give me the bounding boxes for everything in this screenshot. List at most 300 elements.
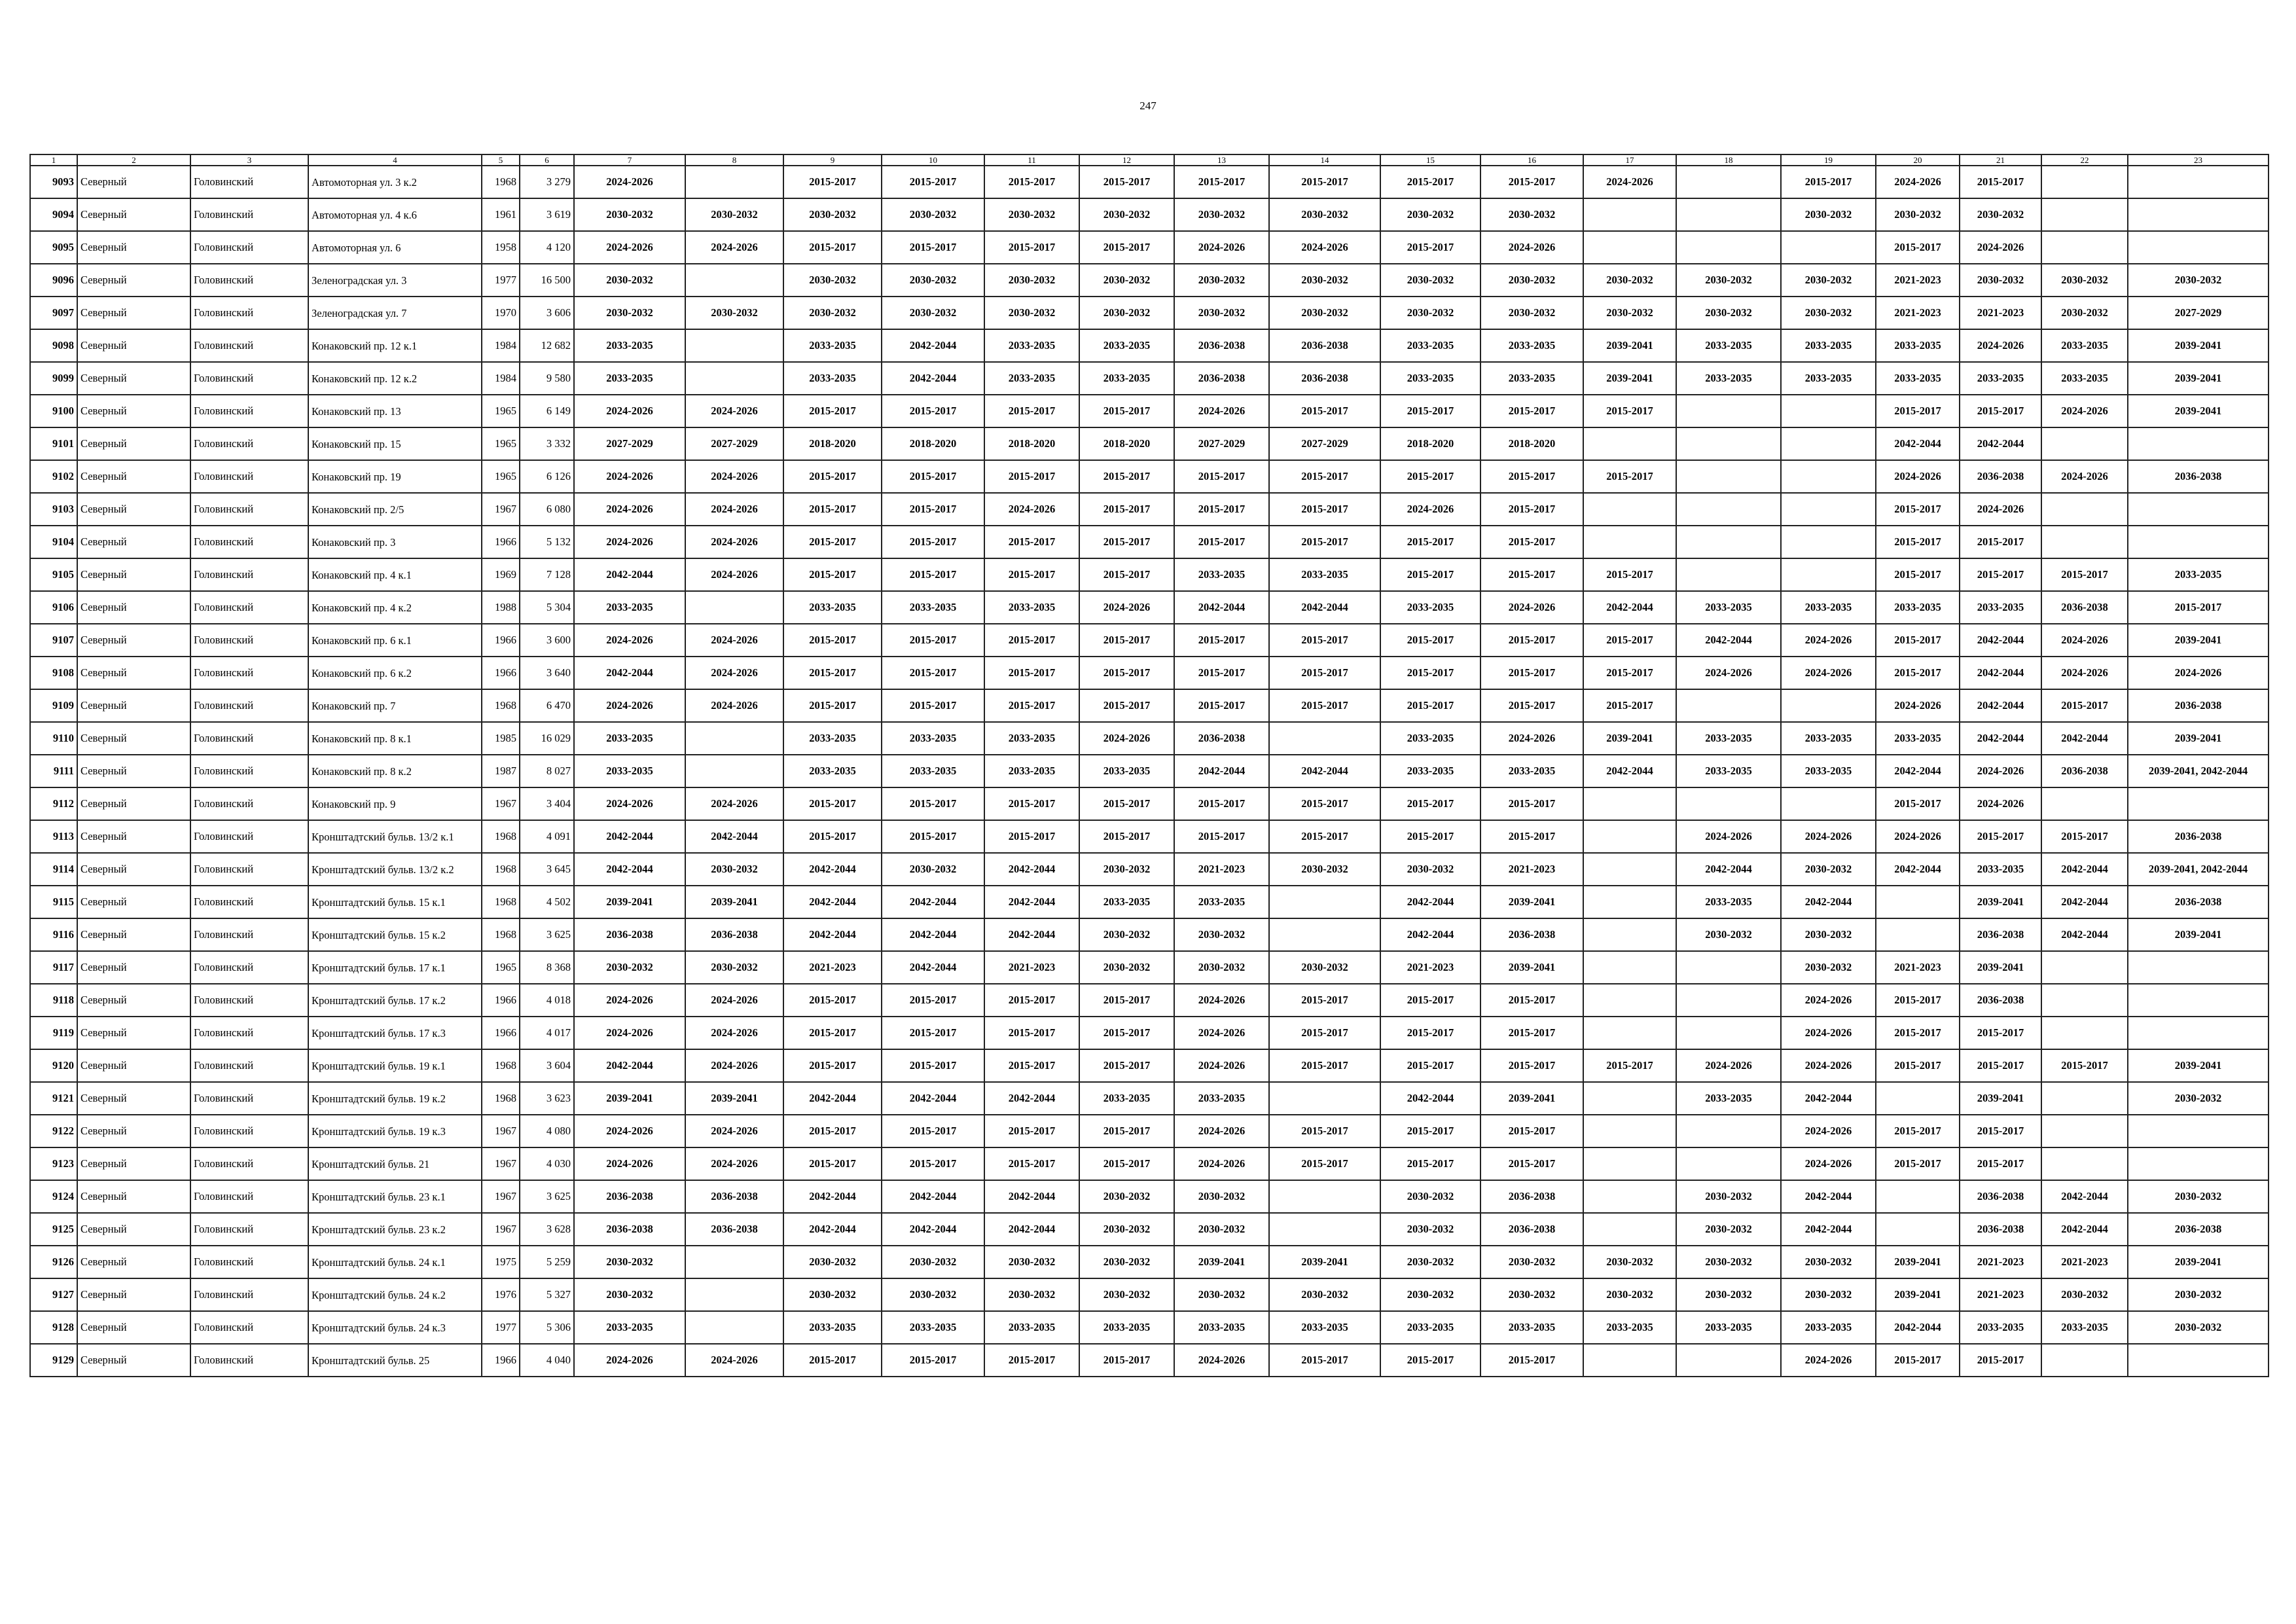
table-cell: 2030-2032	[1269, 264, 1380, 297]
table-cell: 2015-2017	[984, 526, 1079, 558]
table-cell	[1583, 1344, 1676, 1377]
table-cell: 2024-2026	[685, 493, 783, 526]
table-cell: Головинский	[190, 427, 308, 460]
table-cell	[1781, 526, 1876, 558]
table-cell: 2039-2041	[2128, 329, 2269, 362]
table-cell	[685, 755, 783, 787]
table-cell: Головинский	[190, 624, 308, 657]
table-cell	[2128, 1344, 2269, 1377]
table-cell: 2030-2032	[1480, 264, 1583, 297]
table-cell: Автомоторная ул. 6	[308, 231, 482, 264]
table-cell: 3 625	[520, 1180, 574, 1213]
table-cell: 2036-2038	[2041, 755, 2128, 787]
table-cell: 2015-2017	[1480, 624, 1583, 657]
table-cell: 2030-2032	[1269, 853, 1380, 886]
table-cell: 2015-2017	[1480, 1115, 1583, 1147]
table-cell: 2015-2017	[1079, 689, 1174, 722]
table-cell: 2030-2032	[1781, 1278, 1876, 1311]
table-cell: 2024-2026	[1781, 657, 1876, 689]
table-cell: 2030-2032	[2128, 1082, 2269, 1115]
table-cell: 2030-2032	[1480, 1278, 1583, 1311]
table-cell: 2015-2017	[783, 657, 882, 689]
table-cell	[1781, 427, 1876, 460]
table-cell: 2024-2026	[1583, 166, 1676, 198]
table-cell: Северный	[77, 362, 190, 395]
table-cell: 2039-2041	[1269, 1246, 1380, 1278]
table-cell: 2033-2035	[1480, 755, 1583, 787]
table-cell: 2015-2017	[1079, 493, 1174, 526]
table-cell: Головинский	[190, 984, 308, 1017]
table-cell: Головинский	[190, 1246, 308, 1278]
table-cell: 2036-2038	[2128, 820, 2269, 853]
table-cell: 2033-2035	[882, 755, 984, 787]
table-cell: 2024-2026	[1269, 231, 1380, 264]
table-cell: Головинский	[190, 886, 308, 918]
table-cell: 2024-2026	[574, 493, 685, 526]
table-cell: 2024-2026	[2128, 657, 2269, 689]
table-cell: 2021-2023	[2041, 1246, 2128, 1278]
table-cell: 2033-2035	[574, 362, 685, 395]
table-cell: 2030-2032	[882, 853, 984, 886]
table-cell: 2015-2017	[1480, 1344, 1583, 1377]
table-cell: 2015-2017	[1079, 1147, 1174, 1180]
table-cell: Кронштадтский бульв. 13/2 к.1	[308, 820, 482, 853]
table-cell: 2030-2032	[1079, 918, 1174, 951]
table-cell: 2015-2017	[882, 526, 984, 558]
table-cell: 2024-2026	[685, 984, 783, 1017]
table-cell: 2015-2017	[1174, 166, 1269, 198]
table-cell: 2030-2032	[1781, 918, 1876, 951]
table-cell: 2042-2044	[1583, 591, 1676, 624]
table-cell: 2024-2026	[1960, 231, 2041, 264]
table-cell: 2030-2032	[685, 297, 783, 329]
column-number: 19	[1781, 154, 1876, 166]
table-cell: 2030-2032	[1781, 951, 1876, 984]
table-cell: 2030-2032	[1480, 198, 1583, 231]
table-cell: 2030-2032	[1380, 1213, 1480, 1246]
table-cell: 2015-2017	[783, 166, 882, 198]
table-cell: 2024-2026	[1876, 460, 1960, 493]
table-cell: 5 304	[520, 591, 574, 624]
table-cell	[1781, 787, 1876, 820]
table-cell: Головинский	[190, 362, 308, 395]
table-cell: 2021-2023	[1380, 951, 1480, 984]
table-cell	[1676, 558, 1781, 591]
table-cell: 2024-2026	[2041, 395, 2128, 427]
table-cell: 2033-2035	[1676, 1311, 1781, 1344]
table-cell: 1965	[482, 951, 520, 984]
table-cell	[2128, 1115, 2269, 1147]
table-cell: 2042-2044	[984, 853, 1079, 886]
table-cell: 2015-2017	[1079, 395, 1174, 427]
table-row	[30, 1180, 2269, 1213]
table-cell: Северный	[77, 231, 190, 264]
table-cell: 2024-2026	[1960, 329, 2041, 362]
table-cell: 2033-2035	[1676, 886, 1781, 918]
table-cell	[1781, 493, 1876, 526]
table-cell: 2033-2035	[1380, 722, 1480, 755]
table-cell: 9105	[30, 558, 77, 591]
table-cell: 2033-2035	[1781, 755, 1876, 787]
table-cell: 2024-2026	[685, 558, 783, 591]
table-cell: 12 682	[520, 329, 574, 362]
table-cell: 5 306	[520, 1311, 574, 1344]
table-cell: 2039-2041	[574, 1082, 685, 1115]
table-cell: 2015-2017	[1079, 820, 1174, 853]
table-cell: 2021-2023	[984, 951, 1079, 984]
table-cell: 2033-2035	[1781, 722, 1876, 755]
table-cell: 2015-2017	[1079, 1049, 1174, 1082]
table-cell: 2033-2035	[882, 722, 984, 755]
table-cell	[1269, 886, 1380, 918]
table-cell: 2015-2017	[1380, 166, 1480, 198]
table-cell	[1583, 787, 1676, 820]
table-cell: Конаковский пр. 2/5	[308, 493, 482, 526]
table-cell: 4 080	[520, 1115, 574, 1147]
table-cell: 2030-2032	[882, 198, 984, 231]
table-cell: 1976	[482, 1278, 520, 1311]
table-cell: Конаковский пр. 4 к.2	[308, 591, 482, 624]
table-cell: 2030-2032	[1960, 264, 2041, 297]
table-cell: 2015-2017	[1960, 1017, 2041, 1049]
column-number-row	[30, 154, 2269, 166]
table-cell: 2033-2035	[783, 362, 882, 395]
column-number: 14	[1269, 154, 1380, 166]
table-row	[30, 918, 2269, 951]
table-cell: Кронштадтский бульв. 15 к.1	[308, 886, 482, 918]
table-cell: 6 149	[520, 395, 574, 427]
table-cell	[2128, 1147, 2269, 1180]
table-cell: 2015-2017	[1960, 558, 2041, 591]
table-cell: 1961	[482, 198, 520, 231]
table-cell: 2024-2026	[2041, 460, 2128, 493]
table-cell: 2030-2032	[1079, 853, 1174, 886]
table-cell: 6 470	[520, 689, 574, 722]
table-cell: 2015-2017	[1380, 1049, 1480, 1082]
table-cell: 9118	[30, 984, 77, 1017]
table-row	[30, 329, 2269, 362]
table-cell: 9100	[30, 395, 77, 427]
table-cell: 2030-2032	[1676, 1213, 1781, 1246]
table-cell: 2030-2032	[882, 1246, 984, 1278]
table-cell: 2015-2017	[1380, 1115, 1480, 1147]
table-cell: Северный	[77, 820, 190, 853]
table-cell: Конаковский пр. 7	[308, 689, 482, 722]
table-cell: 2015-2017	[1079, 1344, 1174, 1377]
table-cell: 2015-2017	[1269, 395, 1380, 427]
table-cell: 9122	[30, 1115, 77, 1147]
table-cell: 2042-2044	[1960, 427, 2041, 460]
table-cell: 1967	[482, 493, 520, 526]
table-cell	[1583, 198, 1676, 231]
table-cell	[2128, 526, 2269, 558]
table-cell: 2024-2026	[574, 395, 685, 427]
table-cell: Конаковский пр. 15	[308, 427, 482, 460]
table-cell: 2027-2029	[1269, 427, 1380, 460]
table-cell: 9093	[30, 166, 77, 198]
table-cell: 2015-2017	[783, 1147, 882, 1180]
table-cell: 2015-2017	[1380, 689, 1480, 722]
table-cell: 2015-2017	[1079, 624, 1174, 657]
table-row	[30, 362, 2269, 395]
table-cell: Автомоторная ул. 3 к.2	[308, 166, 482, 198]
table-cell: Головинский	[190, 493, 308, 526]
table-cell: 2024-2026	[574, 1147, 685, 1180]
table-cell: 2033-2035	[1876, 362, 1960, 395]
table-cell: 2042-2044	[1380, 1082, 1480, 1115]
table-cell: Конаковский пр. 12 к.2	[308, 362, 482, 395]
table-cell: 2030-2032	[1174, 1278, 1269, 1311]
table-cell: 1965	[482, 395, 520, 427]
table-cell: Северный	[77, 1180, 190, 1213]
table-cell	[1876, 918, 1960, 951]
repair-schedule-table	[29, 154, 2269, 1377]
table-cell: 2015-2017	[882, 689, 984, 722]
table-cell: 2015-2017	[882, 1147, 984, 1180]
table-cell: 2030-2032	[1269, 951, 1380, 984]
table-cell: 9109	[30, 689, 77, 722]
table-cell: 2015-2017	[1960, 1344, 2041, 1377]
table-cell: 2042-2044	[1960, 722, 2041, 755]
table-cell: 2015-2017	[783, 1115, 882, 1147]
table-cell: 4 091	[520, 820, 574, 853]
table-cell	[1269, 1082, 1380, 1115]
table-cell: 2024-2026	[574, 1344, 685, 1377]
table-cell: 2015-2017	[1079, 657, 1174, 689]
table-cell: 2036-2038	[2128, 1213, 2269, 1246]
table-cell: 2042-2044	[1174, 591, 1269, 624]
table-cell	[1676, 526, 1781, 558]
table-cell: 2033-2035	[1781, 591, 1876, 624]
table-cell: 2015-2017	[783, 395, 882, 427]
table-cell: 2039-2041	[2128, 1246, 2269, 1278]
table-cell: 7 128	[520, 558, 574, 591]
table-cell: 9124	[30, 1180, 77, 1213]
column-number: 7	[574, 154, 685, 166]
table-cell: 2015-2017	[1079, 1017, 1174, 1049]
table-cell: 2033-2035	[1480, 362, 1583, 395]
table-cell: 2024-2026	[1876, 820, 1960, 853]
table-cell	[1676, 1115, 1781, 1147]
table-cell	[1269, 918, 1380, 951]
table-cell: 2015-2017	[882, 231, 984, 264]
table-row	[30, 1278, 2269, 1311]
table-cell: 4 040	[520, 1344, 574, 1377]
table-cell: 2033-2035	[1781, 362, 1876, 395]
table-cell: 2039-2041	[2128, 395, 2269, 427]
table-cell: 2015-2017	[1960, 526, 2041, 558]
table-cell	[2128, 198, 2269, 231]
table-cell: 2039-2041	[1960, 886, 2041, 918]
table-cell: 2036-2038	[2041, 591, 2128, 624]
table-cell: 2030-2032	[1380, 297, 1480, 329]
table-cell: 2033-2035	[882, 591, 984, 624]
table-cell: 2042-2044	[882, 951, 984, 984]
table-cell: 2039-2041	[1583, 362, 1676, 395]
table-cell: 2033-2035	[984, 1311, 1079, 1344]
table-cell	[1583, 427, 1676, 460]
table-cell: 2033-2035	[882, 1311, 984, 1344]
table-cell: 3 279	[520, 166, 574, 198]
table-cell: 2015-2017	[1480, 526, 1583, 558]
table-cell: 2015-2017	[1079, 166, 1174, 198]
table-cell: Головинский	[190, 1017, 308, 1049]
table-cell: 1968	[482, 689, 520, 722]
table-cell: 2036-2038	[574, 1213, 685, 1246]
table-cell: 2030-2032	[1676, 297, 1781, 329]
table-cell: Северный	[77, 1115, 190, 1147]
table-cell: 2030-2032	[1480, 297, 1583, 329]
table-cell: 2030-2032	[1269, 1278, 1380, 1311]
table-cell: Кронштадтский бульв. 24 к.2	[308, 1278, 482, 1311]
table-cell: 2015-2017	[882, 820, 984, 853]
table-cell: 2042-2044	[574, 1049, 685, 1082]
table-cell: 2039-2041	[2128, 362, 2269, 395]
table-cell: 2015-2017	[1876, 526, 1960, 558]
table-cell: Головинский	[190, 460, 308, 493]
table-cell: Головинский	[190, 1278, 308, 1311]
table-cell: 2015-2017	[1174, 460, 1269, 493]
table-cell: Головинский	[190, 264, 308, 297]
table-row	[30, 951, 2269, 984]
table-cell: 2030-2032	[1174, 264, 1269, 297]
table-cell	[1583, 1147, 1676, 1180]
table-cell: 2015-2017	[1876, 1049, 1960, 1082]
table-cell: Северный	[77, 395, 190, 427]
table-cell: 2024-2026	[685, 1049, 783, 1082]
table-cell: 2015-2017	[783, 984, 882, 1017]
table-cell: Конаковский пр. 4 к.1	[308, 558, 482, 591]
table-cell: Головинский	[190, 787, 308, 820]
table-cell: 9110	[30, 722, 77, 755]
table-cell: 2015-2017	[1079, 787, 1174, 820]
column-number: 5	[482, 154, 520, 166]
table-cell: 2030-2032	[2128, 1180, 2269, 1213]
table-cell: Северный	[77, 1049, 190, 1082]
table-cell: Северный	[77, 657, 190, 689]
table-row	[30, 624, 2269, 657]
table-cell: Северный	[77, 1147, 190, 1180]
table-cell: Головинский	[190, 1082, 308, 1115]
table-cell: 2024-2026	[685, 624, 783, 657]
table-cell: 2030-2032	[574, 264, 685, 297]
table-cell: 2015-2017	[783, 493, 882, 526]
table-cell: 2024-2026	[685, 460, 783, 493]
table-cell: 2018-2020	[882, 427, 984, 460]
table-cell: 2024-2026	[574, 1115, 685, 1147]
table-cell: 2030-2032	[1079, 1180, 1174, 1213]
table-cell: 2021-2023	[1876, 951, 1960, 984]
table-cell: 2033-2035	[1960, 362, 2041, 395]
table-cell: 2015-2017	[2041, 558, 2128, 591]
table-cell: 2015-2017	[783, 624, 882, 657]
table-cell: Головинский	[190, 689, 308, 722]
table-cell: 2036-2038	[1174, 329, 1269, 362]
table-cell: 2024-2026	[574, 231, 685, 264]
table-cell: 2021-2023	[1960, 1246, 2041, 1278]
table-cell: 2042-2044	[574, 558, 685, 591]
table-cell: 2015-2017	[882, 984, 984, 1017]
table-cell: 2030-2032	[1781, 1246, 1876, 1278]
table-cell: 2015-2017	[1960, 1147, 2041, 1180]
table-cell: 2024-2026	[574, 166, 685, 198]
table-cell: 2033-2035	[783, 591, 882, 624]
table-row	[30, 984, 2269, 1017]
table-cell: 1968	[482, 1049, 520, 1082]
table-cell: 9119	[30, 1017, 77, 1049]
table-cell	[1676, 1344, 1781, 1377]
table-cell: 2024-2026	[1781, 624, 1876, 657]
table-cell: 2033-2035	[1380, 755, 1480, 787]
table-cell: 2042-2044	[984, 1082, 1079, 1115]
table-cell: 2042-2044	[574, 657, 685, 689]
table-cell: Головинский	[190, 951, 308, 984]
table-cell: 2024-2026	[574, 984, 685, 1017]
table-cell: Северный	[77, 722, 190, 755]
table-cell: 2024-2026	[685, 689, 783, 722]
table-row	[30, 722, 2269, 755]
table-cell: 2033-2035	[1269, 1311, 1380, 1344]
table-cell: 2015-2017	[1269, 166, 1380, 198]
table-cell: 2030-2032	[1174, 951, 1269, 984]
table-cell: 2033-2035	[1781, 329, 1876, 362]
table-cell: Северный	[77, 1278, 190, 1311]
table-cell: 2033-2035	[2041, 362, 2128, 395]
table-cell: 1966	[482, 1344, 520, 1377]
table-cell: Северный	[77, 198, 190, 231]
table-cell: 2042-2044	[783, 853, 882, 886]
table-cell: 2042-2044	[1174, 755, 1269, 787]
table-cell: 2039-2041, 2042-2044	[2128, 853, 2269, 886]
table-cell: 2033-2035	[1174, 886, 1269, 918]
table-cell: 2030-2032	[984, 1278, 1079, 1311]
table-cell: 2015-2017	[882, 493, 984, 526]
table-cell: 2015-2017	[1960, 395, 2041, 427]
table-cell	[1876, 886, 1960, 918]
table-cell: 2015-2017	[2041, 820, 2128, 853]
table-cell: 2036-2038	[685, 1180, 783, 1213]
table-cell: Конаковский пр. 6 к.1	[308, 624, 482, 657]
table-cell: 2033-2035	[1079, 1082, 1174, 1115]
table-cell: 2015-2017	[783, 558, 882, 591]
table-cell: 4 120	[520, 231, 574, 264]
table-cell	[1583, 231, 1676, 264]
table-cell: 2030-2032	[2041, 297, 2128, 329]
table-cell	[2128, 1017, 2269, 1049]
table-cell: 2036-2038	[1480, 1180, 1583, 1213]
table-cell: 2015-2017	[1269, 689, 1380, 722]
table-cell: 2021-2023	[1174, 853, 1269, 886]
table-cell: 2033-2035	[1876, 722, 1960, 755]
table-row	[30, 1017, 2269, 1049]
table-cell: 1968	[482, 853, 520, 886]
table-cell: Головинский	[190, 1344, 308, 1377]
table-cell: 2015-2017	[882, 1344, 984, 1377]
table-cell	[1781, 460, 1876, 493]
table-cell: 9117	[30, 951, 77, 984]
table-cell: Северный	[77, 886, 190, 918]
table-cell: 2015-2017	[1380, 1017, 1480, 1049]
table-cell: 2024-2026	[685, 1017, 783, 1049]
table-cell: 2024-2026	[1174, 1115, 1269, 1147]
table-cell: Зеленоградская ул. 3	[308, 264, 482, 297]
table-cell: 2015-2017	[1583, 624, 1676, 657]
table-cell: 2024-2026	[574, 689, 685, 722]
table-cell: 2030-2032	[1174, 1213, 1269, 1246]
table-cell	[1676, 231, 1781, 264]
table-cell: 2015-2017	[783, 526, 882, 558]
table-cell: 1965	[482, 427, 520, 460]
